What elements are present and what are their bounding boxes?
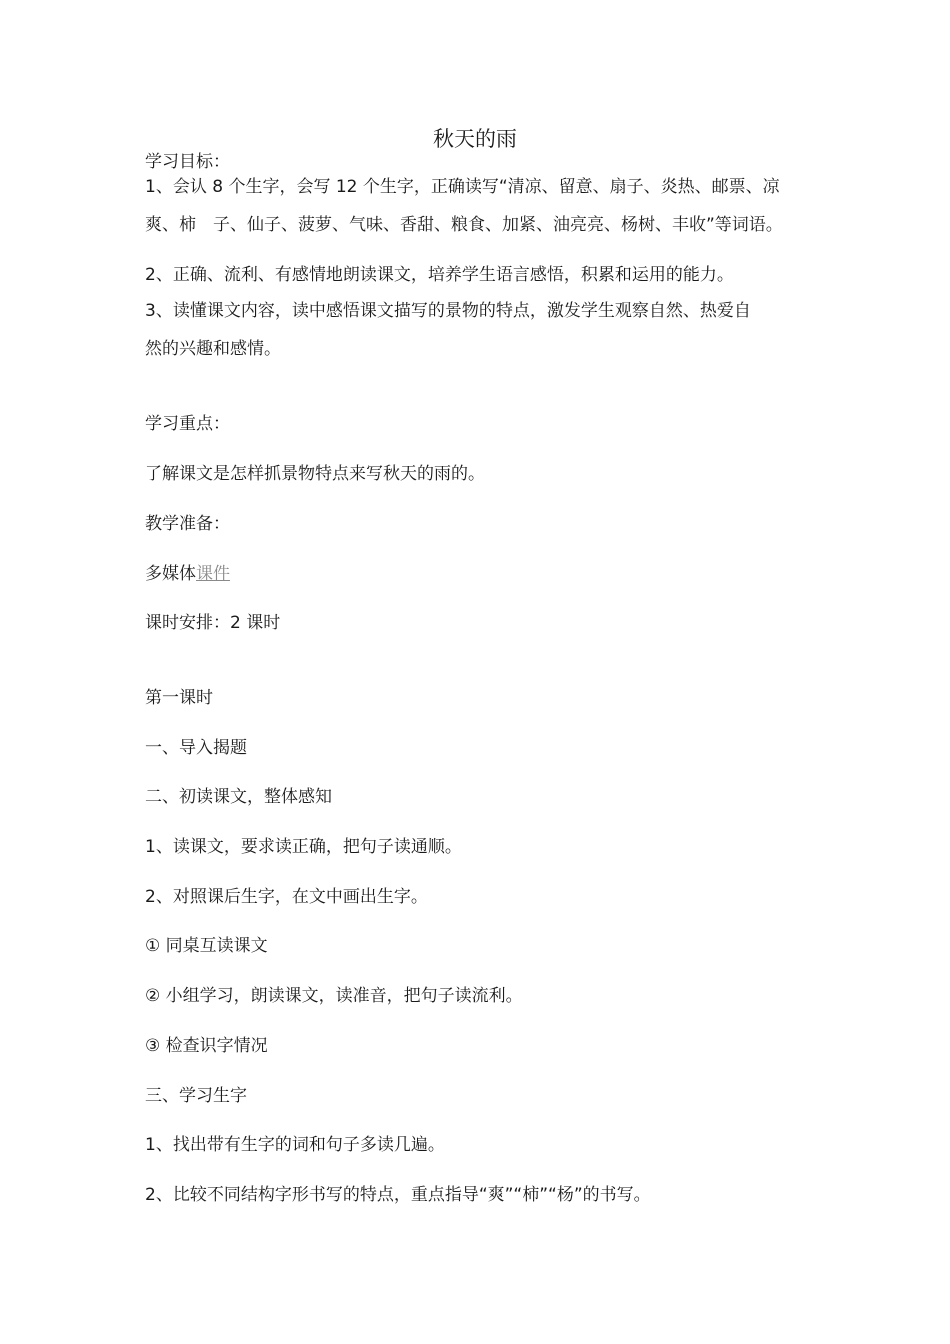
- step-2-sub-1: ① 同桌互读课文: [145, 936, 268, 956]
- goal-2: 2、正确、流利、有感情地朗读课文，培养学生语言感悟，积累和运用的能力。: [145, 265, 734, 285]
- goal-3-line-1: 3、读懂课文内容，读中感悟课文描写的景物的特点，激发学生观察自然、热爱自: [145, 301, 751, 321]
- goal-3-line-2: 然的兴趣和感情。: [145, 339, 281, 359]
- goal-1-line-1: 1、会认 8 个生字，会写 12 个生字，正确读写“清凉、留意、扇子、炎热、邮票、凉: [145, 177, 780, 197]
- goals-heading: 学习目标：: [145, 152, 230, 172]
- prep-text: [145, 563, 230, 585]
- step-3: 三、学习生字: [145, 1086, 247, 1106]
- courseware-link[interactable]: 课件: [196, 564, 230, 584]
- step-3-item-1: 1、找出带有生字的词和句子多读几遍。: [145, 1135, 445, 1155]
- step-2-sub-3: ③ 检查识字情况: [145, 1036, 268, 1056]
- schedule: 课时安排：2 课时: [145, 613, 281, 633]
- step-1: 一、导入揭题: [145, 738, 247, 758]
- step-3-item-2: 2、比较不同结构字形书写的特点，重点指导“爽”“柿”“杨”的书写。: [145, 1185, 651, 1205]
- key-heading: 学习重点：: [145, 414, 230, 434]
- step-2-item-2: 2、对照课后生字，在文中画出生字。: [145, 887, 428, 907]
- step-2-item-1: 1、读课文，要求读正确，把句子读通顺。: [145, 837, 462, 857]
- step-2-sub-2: ② 小组学习，朗读课文，读准音，把句子读流利。: [145, 986, 523, 1006]
- lesson-1-heading: 第一课时: [145, 688, 213, 708]
- step-2: 二、初读课文，整体感知: [145, 787, 332, 807]
- key-text: 了解课文是怎样抓景物特点来写秋天的雨的。: [145, 464, 485, 484]
- document-title: 秋天的雨: [433, 127, 517, 151]
- prep-heading: 教学准备：: [145, 514, 230, 534]
- goal-1-line-2: 爽、柿 子、仙子、菠萝、气味、香甜、粮食、加紧、油亮亮、杨树、丰收”等词语。: [145, 215, 783, 235]
- prep-text-main: 多媒体: [145, 564, 196, 584]
